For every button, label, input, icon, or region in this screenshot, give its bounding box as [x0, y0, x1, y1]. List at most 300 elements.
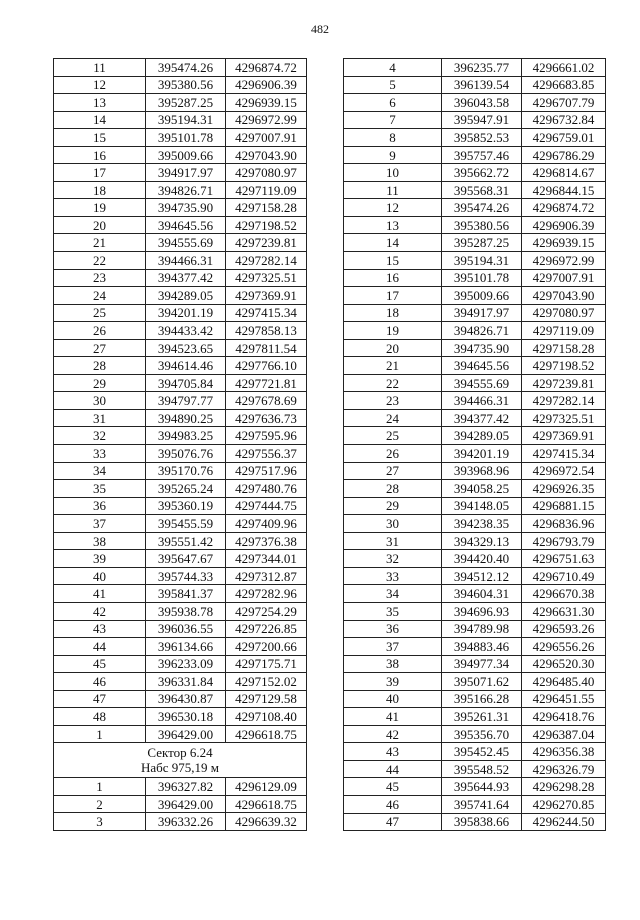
- point-number: 35: [54, 480, 146, 498]
- x-coordinate: 395647.67: [146, 550, 226, 568]
- table-row: [344, 602, 606, 620]
- point-number: 26: [344, 445, 442, 463]
- y-coordinate: 4296298.28: [522, 778, 606, 796]
- y-coordinate: 4296844.15: [522, 181, 606, 199]
- x-coordinate: 395287.25: [442, 234, 522, 252]
- x-coordinate: 395662.72: [442, 164, 522, 182]
- y-coordinate: 4296451.55: [522, 690, 606, 708]
- table-row: [54, 287, 307, 305]
- table-row: [344, 655, 606, 673]
- point-number: 8: [344, 129, 442, 147]
- table-row: [54, 234, 307, 252]
- x-coordinate: 394377.42: [442, 409, 522, 427]
- x-coordinate: 394797.77: [146, 392, 226, 410]
- x-coordinate: 395548.52: [442, 760, 522, 778]
- table-row: [344, 532, 606, 550]
- x-coordinate: 396134.66: [146, 638, 226, 656]
- point-number: 13: [54, 94, 146, 112]
- y-coordinate: 4297043.90: [226, 146, 307, 164]
- point-number: 44: [54, 638, 146, 656]
- x-coordinate: 395170.76: [146, 462, 226, 480]
- point-number: 47: [344, 813, 442, 831]
- y-coordinate: 4297325.51: [226, 269, 307, 287]
- y-coordinate: 4296326.79: [522, 760, 606, 778]
- table-row: [54, 690, 307, 708]
- y-coordinate: 4297007.91: [226, 129, 307, 147]
- point-number: 29: [344, 497, 442, 515]
- point-number: 34: [344, 585, 442, 603]
- point-number: 22: [54, 252, 146, 270]
- x-coordinate: 394645.56: [442, 357, 522, 375]
- x-coordinate: 396043.58: [442, 94, 522, 112]
- x-coordinate: 394977.34: [442, 655, 522, 673]
- y-coordinate: 4296814.67: [522, 164, 606, 182]
- x-coordinate: 394735.90: [146, 199, 226, 217]
- y-coordinate: 4297119.09: [522, 322, 606, 340]
- point-number: 36: [54, 497, 146, 515]
- y-coordinate: 4296751.63: [522, 550, 606, 568]
- table-row: [54, 374, 307, 392]
- point-number: 9: [344, 146, 442, 164]
- point-number: 43: [54, 620, 146, 638]
- x-coordinate: 394377.42: [146, 269, 226, 287]
- x-coordinate: 395744.33: [146, 567, 226, 585]
- x-coordinate: 394201.19: [442, 445, 522, 463]
- x-coordinate: 394789.98: [442, 620, 522, 638]
- y-coordinate: 4297444.75: [226, 497, 307, 515]
- point-number: 14: [54, 111, 146, 129]
- point-number: 28: [344, 480, 442, 498]
- y-coordinate: 4297415.34: [226, 304, 307, 322]
- table-row: [54, 181, 307, 199]
- table-row: [54, 655, 307, 673]
- table-row: [344, 567, 606, 585]
- point-number: 42: [344, 725, 442, 743]
- y-coordinate: 4296387.04: [522, 725, 606, 743]
- table-row: [344, 497, 606, 515]
- table-row: [344, 129, 606, 147]
- x-coordinate: 394420.40: [442, 550, 522, 568]
- point-number: 33: [54, 445, 146, 463]
- y-coordinate: 4297254.29: [226, 602, 307, 620]
- point-number: 16: [344, 269, 442, 287]
- table-row: [344, 480, 606, 498]
- y-coordinate: 4296759.01: [522, 129, 606, 147]
- x-coordinate: 394735.90: [442, 339, 522, 357]
- y-coordinate: 4297080.97: [522, 304, 606, 322]
- table-row: [344, 146, 606, 164]
- table-row: [344, 181, 606, 199]
- y-coordinate: 4296906.39: [226, 76, 307, 94]
- x-coordinate: 395757.46: [442, 146, 522, 164]
- point-number: 25: [54, 304, 146, 322]
- table-row: [54, 725, 307, 743]
- x-coordinate: 394917.97: [146, 164, 226, 182]
- point-number: 28: [54, 357, 146, 375]
- table-row: [54, 778, 307, 796]
- point-number: 45: [54, 655, 146, 673]
- point-number: 31: [344, 532, 442, 550]
- x-coordinate: 394289.05: [146, 287, 226, 305]
- table-row: [54, 515, 307, 533]
- point-number: 13: [344, 216, 442, 234]
- y-coordinate: 4297766.10: [226, 357, 307, 375]
- y-coordinate: 4297007.91: [522, 269, 606, 287]
- x-coordinate: 396430.87: [146, 690, 226, 708]
- point-number: 47: [54, 690, 146, 708]
- point-number: 6: [344, 94, 442, 112]
- x-coordinate: 394983.25: [146, 427, 226, 445]
- x-coordinate: 396036.55: [146, 620, 226, 638]
- table-row: [54, 497, 307, 515]
- x-coordinate: 394883.46: [442, 638, 522, 656]
- point-number: 38: [54, 532, 146, 550]
- x-coordinate: 396327.82: [146, 778, 226, 796]
- x-coordinate: 395194.31: [146, 111, 226, 129]
- point-number: 42: [54, 602, 146, 620]
- y-coordinate: 4297678.69: [226, 392, 307, 410]
- table-row: [344, 287, 606, 305]
- point-number: 31: [54, 409, 146, 427]
- y-coordinate: 4296939.15: [226, 94, 307, 112]
- y-coordinate: 4296270.85: [522, 795, 606, 813]
- table-row: [344, 234, 606, 252]
- point-number: 35: [344, 602, 442, 620]
- y-coordinate: 4297200.66: [226, 638, 307, 656]
- point-number: 27: [54, 339, 146, 357]
- table-row: [54, 94, 307, 112]
- y-coordinate: 4296593.26: [522, 620, 606, 638]
- table-row: [344, 427, 606, 445]
- y-coordinate: 4297556.37: [226, 445, 307, 463]
- point-number: 40: [54, 567, 146, 585]
- point-number: 1: [54, 778, 146, 796]
- y-coordinate: 4297369.91: [522, 427, 606, 445]
- table-row: [54, 567, 307, 585]
- table-row: [344, 743, 606, 761]
- x-coordinate: 396429.00: [146, 795, 226, 813]
- table-row: [54, 252, 307, 270]
- point-number: 17: [344, 287, 442, 305]
- x-coordinate: 395644.93: [442, 778, 522, 796]
- x-coordinate: 394201.19: [146, 304, 226, 322]
- point-number: 17: [54, 164, 146, 182]
- table-row: [54, 269, 307, 287]
- table-row: [344, 322, 606, 340]
- point-number: 24: [54, 287, 146, 305]
- table-row: [54, 462, 307, 480]
- table-row: [54, 638, 307, 656]
- point-number: 24: [344, 409, 442, 427]
- table-row: [54, 602, 307, 620]
- table-row: [344, 515, 606, 533]
- y-coordinate: 4297043.90: [522, 287, 606, 305]
- x-coordinate: 395380.56: [146, 76, 226, 94]
- x-coordinate: 394466.31: [442, 392, 522, 410]
- point-number: 20: [54, 216, 146, 234]
- table-row: [54, 59, 307, 77]
- y-coordinate: 4297415.34: [522, 445, 606, 463]
- point-number: 39: [54, 550, 146, 568]
- y-coordinate: 4297108.40: [226, 708, 307, 726]
- point-number: 1: [54, 725, 146, 743]
- point-number: 11: [54, 59, 146, 77]
- point-number: 23: [54, 269, 146, 287]
- y-coordinate: 4297158.28: [226, 199, 307, 217]
- y-coordinate: 4297282.14: [522, 392, 606, 410]
- x-coordinate: 395380.56: [442, 216, 522, 234]
- x-coordinate: 394555.69: [442, 374, 522, 392]
- point-number: 23: [344, 392, 442, 410]
- point-number: 18: [344, 304, 442, 322]
- table-row: [344, 620, 606, 638]
- x-coordinate: 394466.31: [146, 252, 226, 270]
- y-coordinate: 4297480.76: [226, 480, 307, 498]
- point-number: 27: [344, 462, 442, 480]
- y-coordinate: 4297858.13: [226, 322, 307, 340]
- point-number: 38: [344, 655, 442, 673]
- table-row: [344, 199, 606, 217]
- y-coordinate: 4296972.99: [522, 252, 606, 270]
- point-number: 33: [344, 567, 442, 585]
- table-row: [54, 322, 307, 340]
- point-number: 37: [344, 638, 442, 656]
- table-row: [54, 339, 307, 357]
- y-coordinate: 4297080.97: [226, 164, 307, 182]
- x-coordinate: 394645.56: [146, 216, 226, 234]
- point-number: 4: [344, 59, 442, 77]
- point-number: 22: [344, 374, 442, 392]
- y-coordinate: 4296926.35: [522, 480, 606, 498]
- table-row: [344, 357, 606, 375]
- point-number: 46: [344, 795, 442, 813]
- x-coordinate: 394512.12: [442, 567, 522, 585]
- table-row: [344, 813, 606, 831]
- y-coordinate: 4297721.81: [226, 374, 307, 392]
- y-coordinate: 4297325.51: [522, 409, 606, 427]
- point-number: 19: [344, 322, 442, 340]
- x-coordinate: 396235.77: [442, 59, 522, 77]
- x-coordinate: 395287.25: [146, 94, 226, 112]
- x-coordinate: 395009.66: [146, 146, 226, 164]
- point-number: 20: [344, 339, 442, 357]
- x-coordinate: 396331.84: [146, 673, 226, 691]
- x-coordinate: 395947.91: [442, 111, 522, 129]
- point-number: 14: [344, 234, 442, 252]
- x-coordinate: 395841.37: [146, 585, 226, 603]
- x-coordinate: 395360.19: [146, 497, 226, 515]
- y-coordinate: 4296836.96: [522, 515, 606, 533]
- table-row: [54, 673, 307, 691]
- y-coordinate: 4297409.96: [226, 515, 307, 533]
- y-coordinate: 4296874.72: [522, 199, 606, 217]
- point-number: 41: [54, 585, 146, 603]
- table-row: [54, 409, 307, 427]
- table-row: [54, 585, 307, 603]
- x-coordinate: 396429.00: [146, 725, 226, 743]
- y-coordinate: 4297119.09: [226, 181, 307, 199]
- point-number: 34: [54, 462, 146, 480]
- table-row: [344, 585, 606, 603]
- y-coordinate: 4296244.50: [522, 813, 606, 831]
- x-coordinate: 395265.24: [146, 480, 226, 498]
- table-row: [344, 59, 606, 77]
- table-row: [344, 216, 606, 234]
- table-row: [344, 252, 606, 270]
- x-coordinate: 395741.64: [442, 795, 522, 813]
- y-coordinate: 4297226.85: [226, 620, 307, 638]
- y-coordinate: 4297152.02: [226, 673, 307, 691]
- point-number: 19: [54, 199, 146, 217]
- point-number: 18: [54, 181, 146, 199]
- y-coordinate: 4296786.29: [522, 146, 606, 164]
- point-number: 12: [344, 199, 442, 217]
- point-number: 46: [54, 673, 146, 691]
- table-row: [344, 778, 606, 796]
- table-row: [344, 462, 606, 480]
- y-coordinate: 4296618.75: [226, 795, 307, 813]
- y-coordinate: 4296418.76: [522, 708, 606, 726]
- x-coordinate: 395474.26: [146, 59, 226, 77]
- x-coordinate: 394614.46: [146, 357, 226, 375]
- y-coordinate: 4296129.09: [226, 778, 307, 796]
- table-row: [54, 146, 307, 164]
- y-coordinate: 4297239.81: [522, 374, 606, 392]
- point-number: 29: [54, 374, 146, 392]
- x-coordinate: 395455.59: [146, 515, 226, 533]
- point-number: 12: [54, 76, 146, 94]
- point-number: 2: [54, 795, 146, 813]
- y-coordinate: 4297198.52: [226, 216, 307, 234]
- point-number: 11: [344, 181, 442, 199]
- point-number: 32: [344, 550, 442, 568]
- y-coordinate: 4297198.52: [522, 357, 606, 375]
- y-coordinate: 4296639.32: [226, 813, 307, 831]
- x-coordinate: 394826.71: [442, 322, 522, 340]
- y-coordinate: 4297312.87: [226, 567, 307, 585]
- y-coordinate: 4297282.96: [226, 585, 307, 603]
- table-row: [344, 339, 606, 357]
- table-row: [344, 164, 606, 182]
- y-coordinate: 4296661.02: [522, 59, 606, 77]
- table-row: [344, 673, 606, 691]
- table-row: [54, 532, 307, 550]
- point-number: 36: [344, 620, 442, 638]
- point-number: 5: [344, 76, 442, 94]
- y-coordinate: 4297376.38: [226, 532, 307, 550]
- table-row: [54, 550, 307, 568]
- x-coordinate: 395076.76: [146, 445, 226, 463]
- x-coordinate: 395071.62: [442, 673, 522, 691]
- table-row: [54, 480, 307, 498]
- point-number: 39: [344, 673, 442, 691]
- y-coordinate: 4296618.75: [226, 725, 307, 743]
- y-coordinate: 4296520.30: [522, 655, 606, 673]
- table-row: [344, 94, 606, 112]
- x-coordinate: 395551.42: [146, 532, 226, 550]
- x-coordinate: 396139.54: [442, 76, 522, 94]
- point-number: 30: [54, 392, 146, 410]
- y-coordinate: 4296356.38: [522, 743, 606, 761]
- point-number: 40: [344, 690, 442, 708]
- x-coordinate: 395838.66: [442, 813, 522, 831]
- x-coordinate: 395166.28: [442, 690, 522, 708]
- x-coordinate: 394555.69: [146, 234, 226, 252]
- right-coordinates-table: [343, 58, 606, 831]
- point-number: 15: [54, 129, 146, 147]
- y-coordinate: 4296793.79: [522, 532, 606, 550]
- y-coordinate: 4297158.28: [522, 339, 606, 357]
- table-row: [344, 111, 606, 129]
- x-coordinate: 394238.35: [442, 515, 522, 533]
- x-coordinate: 394890.25: [146, 409, 226, 427]
- table-row: [344, 374, 606, 392]
- point-number: 45: [344, 778, 442, 796]
- y-coordinate: 4296556.26: [522, 638, 606, 656]
- table-row: [344, 638, 606, 656]
- y-coordinate: 4297239.81: [226, 234, 307, 252]
- x-coordinate: 395568.31: [442, 181, 522, 199]
- table-row: [54, 392, 307, 410]
- sector-header: [54, 743, 307, 778]
- y-coordinate: 4297636.73: [226, 409, 307, 427]
- x-coordinate: 395194.31: [442, 252, 522, 270]
- y-coordinate: 4297595.96: [226, 427, 307, 445]
- point-number: 41: [344, 708, 442, 726]
- x-coordinate: 396233.09: [146, 655, 226, 673]
- table-row: [54, 199, 307, 217]
- x-coordinate: 395852.53: [442, 129, 522, 147]
- x-coordinate: 394289.05: [442, 427, 522, 445]
- table-row: [344, 690, 606, 708]
- page-number: 482: [311, 22, 329, 36]
- x-coordinate: 394604.31: [442, 585, 522, 603]
- table-row: [54, 708, 307, 726]
- table-row: [344, 760, 606, 778]
- point-number: 21: [344, 357, 442, 375]
- point-number: 16: [54, 146, 146, 164]
- point-number: 30: [344, 515, 442, 533]
- x-coordinate: 396332.26: [146, 813, 226, 831]
- point-number: 44: [344, 760, 442, 778]
- y-coordinate: 4296874.72: [226, 59, 307, 77]
- table-row: [344, 795, 606, 813]
- y-coordinate: 4297282.14: [226, 252, 307, 270]
- left-coordinates-table: [53, 58, 307, 831]
- x-coordinate: 393968.96: [442, 462, 522, 480]
- point-number: 21: [54, 234, 146, 252]
- y-coordinate: 4297369.91: [226, 287, 307, 305]
- x-coordinate: 394705.84: [146, 374, 226, 392]
- point-number: 48: [54, 708, 146, 726]
- y-coordinate: 4296631.30: [522, 602, 606, 620]
- x-coordinate: 394696.93: [442, 602, 522, 620]
- table-row: [54, 216, 307, 234]
- table-row: [344, 725, 606, 743]
- y-coordinate: 4296972.99: [226, 111, 307, 129]
- table-row: [54, 111, 307, 129]
- y-coordinate: 4297517.96: [226, 462, 307, 480]
- table-row: [54, 445, 307, 463]
- y-coordinate: 4296670.38: [522, 585, 606, 603]
- y-coordinate: 4297129.58: [226, 690, 307, 708]
- x-coordinate: 395474.26: [442, 199, 522, 217]
- x-coordinate: 394826.71: [146, 181, 226, 199]
- y-coordinate: 4296710.49: [522, 567, 606, 585]
- x-coordinate: 395009.66: [442, 287, 522, 305]
- x-coordinate: 394329.13: [442, 532, 522, 550]
- point-number: 43: [344, 743, 442, 761]
